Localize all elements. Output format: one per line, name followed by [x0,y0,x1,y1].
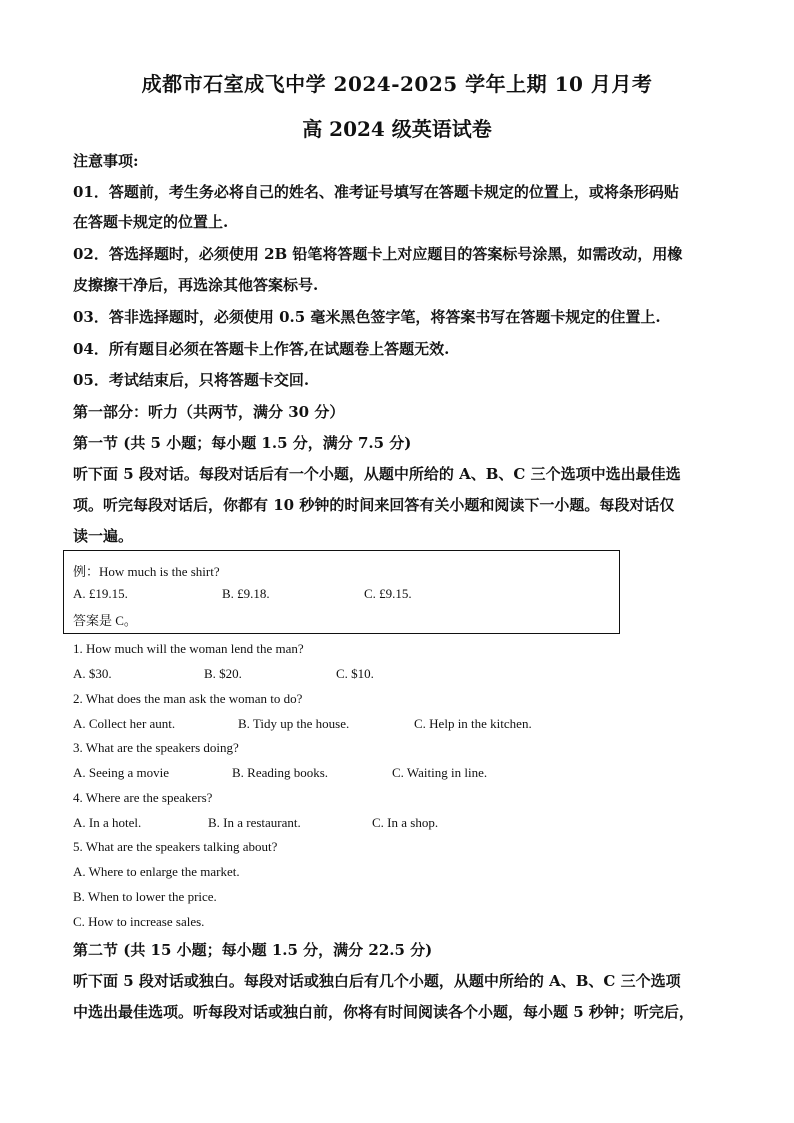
section2-heading: 第二节 (共 15 小题；每小题 1.5 分，满分 22.5 分) [73,941,433,959]
section1-instructions: 听下面 5 段对话。每段对话后有一个小题，从题中所给的 A、B、C 三个选项中选出最佳选 [73,465,681,483]
section2-instructions: 中选出最佳选项。听每段对话或独白前，你将有时间阅读各个小题，每小题 5 秒钟；听完后， [73,1003,694,1021]
question-4: 4. Where are the speakers? [73,790,213,805]
question-5: 5. What are the speakers talking about? [73,839,278,854]
notice-item: 02．答选择题时，必须使用 2B 铅笔将答题卡上对应题目的答案标号涂黑，如需改动，用橡 [73,245,683,263]
question-2: 2. What does the man ask the woman to do? [73,691,303,706]
example-answer: 答案是 C。 [73,613,137,628]
section1-instructions: 项。听完每段对话后，你都有 10 秒钟的时间来回答有关小题和阅读下一小题。每段对话仅 [73,496,675,514]
section1-heading: 第一节 (共 5 小题；每小题 1.5 分，满分 7.5 分) [73,434,412,452]
notice-item: 皮擦擦干净后，再选涂其他答案标号. [73,276,319,294]
question-3: 3. What are the speakers doing? [73,740,239,755]
question-option: A. In a hotel. [73,815,142,830]
question-option: A. $30. [73,666,112,681]
question-option: B. When to lower the price. [73,889,217,904]
question-option: C. In a shop. [372,815,439,830]
question-1: 1. How much will the woman lend the man? [73,641,304,656]
question-option: C. Waiting in line. [392,765,488,780]
notice-item: 05．考试结束后，只将答题卡交回. [73,371,310,389]
example-option: C. £9.15. [364,586,412,601]
question-option: A. Seeing a movie [73,765,170,780]
notice-item: 03．答非选择题时，必须使用 0.5 毫米黑色签字笔，将答案书写在答题卡规定的住置上. [73,308,661,326]
section1-instructions: 读一遍。 [73,527,134,545]
question-option: B. Reading books. [232,765,329,780]
question-option: C. $10. [336,666,374,681]
part1-heading: 第一部分：听力（共两节，满分 30 分） [73,403,345,421]
question-option: B. $20. [204,666,242,681]
example-question: 例：How much is the shirt? [73,564,220,579]
example-option: B. £9.18. [222,586,270,601]
notice-item: 在答题卡规定的位置上. [73,213,229,231]
question-option: C. How to increase sales. [73,914,205,929]
notice-item: 01．答题前，考生务必将自己的姓名、准考证号填写在答题卡规定的位置上，或将条形码贴 [73,183,679,201]
notice-item: 04．所有题目必须在答题卡上作答,在试题卷上答题无效. [73,340,450,358]
question-option: B. Tidy up the house. [238,716,350,731]
exam-subtitle: 高 2024 级英语试卷 [302,117,492,141]
notice-heading: 注意事项: [73,152,139,170]
question-option: C. Help in the kitchen. [414,716,532,731]
example-option: A. £19.15. [73,586,128,601]
exam-title: 成都市石室成飞中学 2024-2025 学年上期 10 月月考 [141,72,653,96]
section2-instructions: 听下面 5 段对话或独白。每段对话或独白后有几个小题，从题中所给的 A、B、C 三个选项 [73,972,681,990]
question-option: B. In a restaurant. [208,815,301,830]
question-option: A. Collect her aunt. [73,716,176,731]
question-option: A. Where to enlarge the market. [73,864,240,879]
